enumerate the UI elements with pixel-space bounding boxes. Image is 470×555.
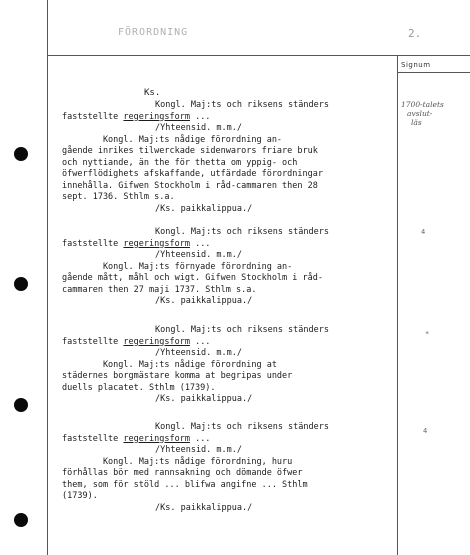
entry-ref: /Yhteensid. m.m./ — [155, 123, 242, 133]
punch-hole-3 — [14, 398, 28, 412]
entry-footer: /Ks. paikkalippua./ — [155, 203, 253, 214]
entry-body-line: innehålla. Gifwen Stockholm i råd-cammaren then 28 — [62, 180, 318, 191]
entry-body-line: gående inrikes tilwerckade sidenwarors friare bruk — [62, 146, 318, 156]
signum-mark-2: * — [425, 330, 430, 338]
signum-rule — [397, 72, 470, 73]
entry-body-line: Kongl. Maj:ts nådige förordning, huru — [62, 456, 293, 467]
entry-body-line: Kongl. Maj:ts nådige förordning at — [62, 359, 277, 370]
entry-body-line: duells placatet. Sthlm (1739). — [62, 382, 216, 393]
entry-heading: Kongl. Maj:ts och riksens ständers — [155, 325, 329, 335]
signum-mark-1: 4 — [421, 228, 426, 236]
entry-body-line: cammaren then 27 maji 1737. Sthlm s.a. — [62, 284, 257, 295]
signum-label: Signum — [401, 61, 431, 69]
entry-body-line: (1739). — [62, 491, 98, 501]
entry-heading-cont: faststellte regeringsform ... — [62, 238, 211, 249]
entry-heading: Kongl. Maj:ts och riksens ständers — [155, 100, 329, 110]
entry-body-line: förhållas bör med rannsakning och dömande öfwer — [62, 468, 303, 478]
entry-body-line: och nyttiande, än the för thetta om yppig- och — [62, 157, 298, 168]
entry-heading-cont: faststellte regeringsform ... — [62, 111, 211, 122]
entry-footer: /Ks. paikkalippua./ — [155, 296, 253, 306]
punch-hole-4 — [14, 513, 28, 527]
entry-body-line: öfwerflödighets afskaffande, utfärdade förordningar — [62, 169, 323, 179]
entry-ref: /Yhteensid. m.m./ — [155, 348, 242, 358]
page-number: 2. — [408, 27, 422, 40]
punch-hole-1 — [14, 147, 28, 161]
punch-hole-2 — [14, 277, 28, 291]
entry-heading: Kongl. Maj:ts och riksens ständers — [155, 227, 329, 237]
left-margin-line — [47, 0, 48, 555]
signum-mark-3: 4 — [423, 427, 428, 435]
catalog-entry-1 — [62, 100, 392, 215]
entry-body-line: gående mått, måhl och wigt. Gifwen Stockholm i råd- — [62, 273, 323, 283]
catalog-entry-3 — [62, 325, 392, 406]
entry-ref: /Yhteensid. m.m./ — [155, 445, 242, 455]
ks-label: Ks. — [144, 88, 161, 98]
entry-heading-cont: faststellte regeringsform ... — [62, 336, 211, 347]
entry-body-line: Kongl. Maj:ts förnyade förordning an- — [62, 261, 293, 272]
catalog-entry-4 — [62, 422, 392, 514]
entry-heading-cont: faststellte regeringsform ... — [62, 433, 211, 444]
entry-footer: /Ks. paikkalippua./ — [155, 502, 253, 513]
entry-heading: Kongl. Maj:ts och riksens ständers — [155, 422, 329, 432]
card-title: FÖRORDNING — [118, 27, 189, 38]
entry-body-line: them, som för stöld ... blifwa angifne ... Sthlm — [62, 479, 308, 490]
entry-body-line: städernes borgmästare komma at begripas under — [62, 371, 293, 381]
entry-ref: /Yhteensid. m.m./ — [155, 250, 242, 260]
handwritten-signum-note: 1700-talets avslut- läs — [401, 100, 444, 127]
catalog-entry-2 — [62, 227, 392, 308]
header-rule — [47, 55, 470, 56]
signum-column-line — [397, 55, 398, 555]
entry-body-line: sept. 1736. Sthlm s.a. — [62, 192, 175, 202]
entry-footer: /Ks. paikkalippua./ — [155, 394, 253, 404]
entry-body-line: Kongl. Maj:ts nådige förordning an- — [62, 134, 283, 145]
